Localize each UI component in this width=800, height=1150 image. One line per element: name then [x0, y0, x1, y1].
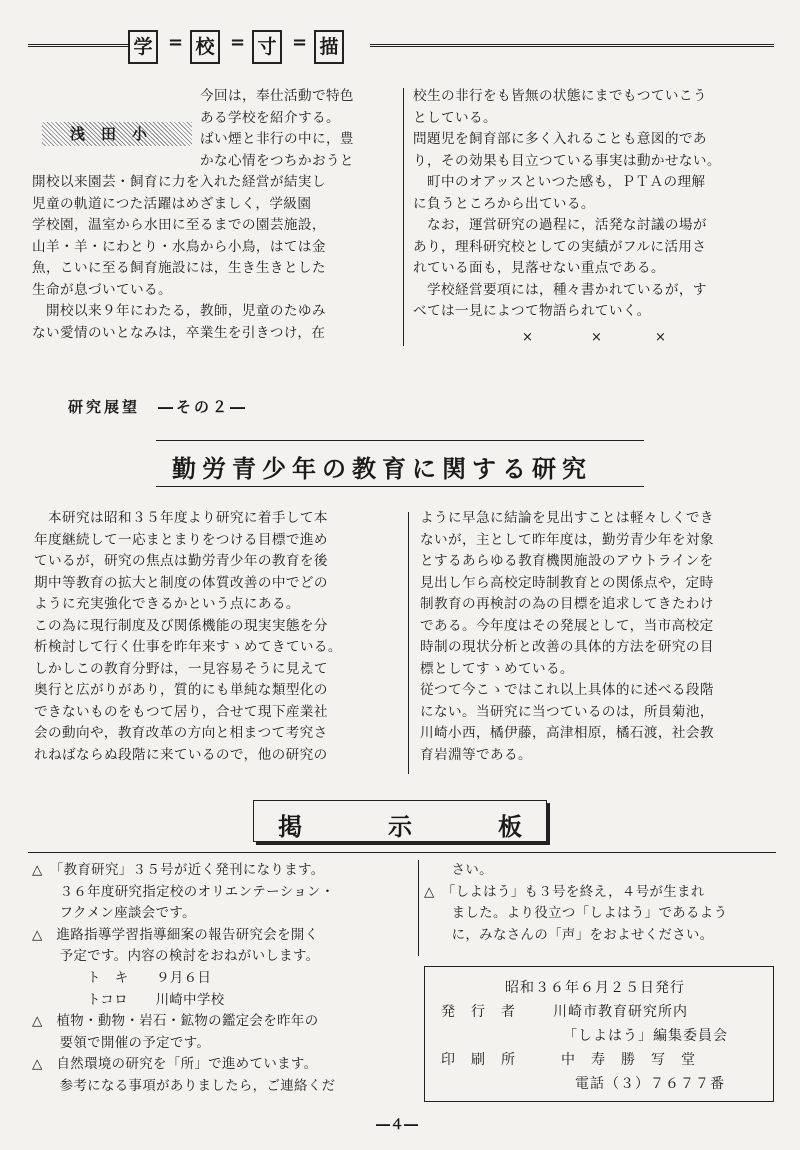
printer-label: 印 刷 所	[441, 1052, 516, 1068]
title-rule-bottom	[156, 486, 644, 487]
column-divider	[418, 860, 419, 956]
board-left	[32, 860, 417, 1098]
notice-line: 予定です。内容の検討をおねがいします。	[32, 949, 320, 965]
text-line: 従つて今こゝではこれ以上具体的に述べる段階	[420, 682, 714, 698]
text-line: 会の動向や，教育改革の方向と相まつて考究さ	[34, 725, 328, 741]
text-line: できないものをもつて居り，合せて現下産業社	[34, 703, 328, 720]
text-line: ように充実強化できるかという点にある。	[34, 596, 300, 612]
text-line: り，その効果も目立つている事実は動かせない。	[413, 152, 721, 169]
text-line: しかしこの教育分野は，一見容易そうに見えて	[34, 660, 328, 677]
research-left	[34, 508, 400, 766]
text-line: 町中のオアッスといつた感も，ＰＴＡの理解	[427, 174, 706, 190]
text-line: である。今年度はその発展として，当市高校定	[420, 617, 714, 634]
column-divider	[403, 88, 404, 346]
text-line: 山羊・羊・にわとり・水鳥から小鳥，はては金	[32, 238, 326, 255]
header-rule-right	[370, 44, 774, 47]
text-line: 標としてすゝめている。	[420, 660, 574, 677]
text-line: とするあらゆる教育機関施設のアウトラインを	[420, 553, 714, 569]
research-right	[420, 508, 782, 766]
phone-number: 電話（３）７６７７番	[575, 1076, 725, 1092]
research-section-label: 研究展望 ―その２―	[68, 398, 249, 416]
school-right	[413, 86, 783, 323]
notice-line: トコロ 川崎中学校	[32, 992, 225, 1008]
board-rule	[28, 852, 776, 853]
notice-line: フクメン座談会です。	[32, 906, 196, 922]
header-equals: =	[168, 32, 184, 53]
notice-line: △ 「教育研究」３５号が近く発刊になります。	[32, 863, 325, 878]
notice-line: ト キ ９月６日	[32, 970, 212, 986]
school-body	[32, 172, 394, 344]
header-char-2: 校	[190, 30, 220, 64]
notice-line: 要領で開催の予定です。	[32, 1035, 211, 1051]
text-line: あり，理科研究校としての実績がフルに活用さ	[413, 238, 707, 255]
text-line: べては一見によつて物語られていく。	[413, 303, 651, 319]
notice-line: △ 自然環境の研究を「所」で進めています。	[32, 1057, 318, 1073]
text-line: としている。	[413, 109, 497, 126]
text-line: にない。当研究に当つているのは，所員菊池，	[420, 703, 714, 720]
text-line: 児童の軌道につた活躍はめざましく，学級園	[32, 195, 312, 212]
header-rule-left	[28, 44, 128, 47]
text-line: 本研究は昭和３５年度より研究に着手して本	[48, 510, 328, 526]
editorial-committee: 「しよはう」編集委員会	[563, 1028, 728, 1044]
text-line: 今回は，奉仕活動で特色	[200, 88, 354, 104]
section-end-mark: ×	[655, 330, 666, 345]
board-right	[424, 860, 784, 946]
notice-line: △ 進路指導学習指導細案の報告研究会を開く	[32, 927, 319, 943]
text-line: 見出し乍ら高校定時制教育との関係点や，定時	[420, 574, 714, 591]
text-line: 制教育の再検討の為の目標を追求してきたわけ	[420, 596, 714, 612]
notice-line: さい。	[424, 863, 493, 878]
school-intro	[200, 86, 390, 172]
text-line: ない愛情のいとなみは，卒業生を引きつけ，在	[32, 324, 326, 341]
text-line: 川崎小西，橘伊藤，高津相原，橘石渡，社会教	[420, 725, 714, 741]
text-line: 学校園，温室から水田に至るまでの園芸施設，	[32, 217, 326, 233]
school-name-tag: 浅田小	[42, 122, 192, 146]
header-equals: =	[230, 32, 246, 53]
text-line: 生命が息づいている。	[32, 281, 172, 298]
notice-line: △ 植物・動物・岩石・鉱物の鑑定会を昨年の	[32, 1014, 319, 1030]
page-number: ―４―	[376, 1117, 418, 1133]
notice-line: ました。より役立つ「しよはう」であるよう	[424, 906, 728, 922]
section-end-mark: ×	[591, 330, 602, 345]
text-line: 魚，こいに至る飼育施設には，生き生きとした	[32, 260, 326, 276]
text-line: 奥行と広がりがあり，質的にも単純な類型化の	[34, 682, 328, 698]
column-divider	[408, 512, 409, 774]
notice-line: △ 「しよはう」も３号を終え，４号が生まれ	[424, 884, 705, 900]
text-line: 学校経営要項には，種々書かれているが，す	[427, 281, 707, 298]
colophon-box	[424, 966, 774, 1102]
text-line: かな心情をつちかおうと	[200, 152, 354, 169]
header-char-1: 学	[128, 30, 158, 64]
text-line: この為に現行制度及び関係機能の現実実態を分	[34, 617, 328, 634]
text-line: ように早急に結論を見出すことは軽々しくでき	[420, 510, 714, 526]
text-line: 年度継続して一応まとまりをつける目標で進め	[34, 531, 328, 548]
header-equals: =	[292, 32, 308, 53]
text-line: 開校以来園芸・飼育に力を入れた経営が結実し	[32, 174, 326, 190]
publisher-name: 川崎市教育研究所内	[553, 1004, 688, 1020]
bulletin-board-title-box	[253, 800, 547, 842]
notice-line: ３６年度研究指定校のオリエンテーション・	[32, 884, 335, 900]
board-title-char: 掲	[278, 813, 302, 841]
text-line: 時制の現状分析と改善の具体的方法を研究の目	[420, 639, 714, 655]
text-line: 析検討して行く仕事を昨年来すゝめてきている。	[34, 639, 342, 655]
text-line: ばい煙と非行の中に，豊	[200, 131, 354, 147]
section-end-mark: ×	[522, 330, 533, 345]
notice-line: に，みなさんの「声」をおよせください。	[424, 927, 714, 943]
board-title-char: 示	[388, 813, 412, 841]
text-line: に負うところから出ている。	[413, 195, 595, 212]
header-char-3: 寸	[252, 30, 282, 64]
text-line: ているが，研究の焦点は勤労青少年の教育を後	[34, 553, 328, 569]
notice-line: 参考になる事項がありましたら，ご連絡くだ	[32, 1078, 336, 1094]
text-line: なお，運営研究の過程に，活発な討議の場が	[427, 217, 707, 233]
publisher-label: 発 行 者	[441, 1004, 516, 1020]
text-line: ある学校を紹介する。	[200, 109, 340, 126]
board-title-char: 板	[498, 813, 522, 841]
research-title: 勤労青少年の教育に関する研究	[172, 455, 592, 483]
text-line: 校生の非行をも皆無の状態にまでもつていこう	[413, 88, 707, 104]
text-line: 育岩淵等である。	[420, 746, 532, 763]
text-line: 問題児を飼育部に多く入れることも意図的であ	[413, 131, 707, 147]
text-line: 期中等教育の拡大と制度の体質改善の中でどの	[34, 574, 328, 591]
title-rule-top	[156, 440, 644, 441]
issue-date: 昭和３６年６月２５日発行	[505, 980, 685, 996]
text-line: れている面も，見落せない重点である。	[413, 260, 665, 276]
header-char-4: 描	[314, 30, 344, 64]
text-line: ないが，主として昨年度は，勤労青少年を対象	[420, 531, 714, 548]
printer-name: 中 寿 勝 写 堂	[561, 1052, 696, 1068]
text-line: れねばならぬ段階に来ているので，他の研究の	[34, 746, 328, 763]
text-line: 開校以来９年にわたる，教師，児童のたゆみ	[46, 303, 326, 319]
